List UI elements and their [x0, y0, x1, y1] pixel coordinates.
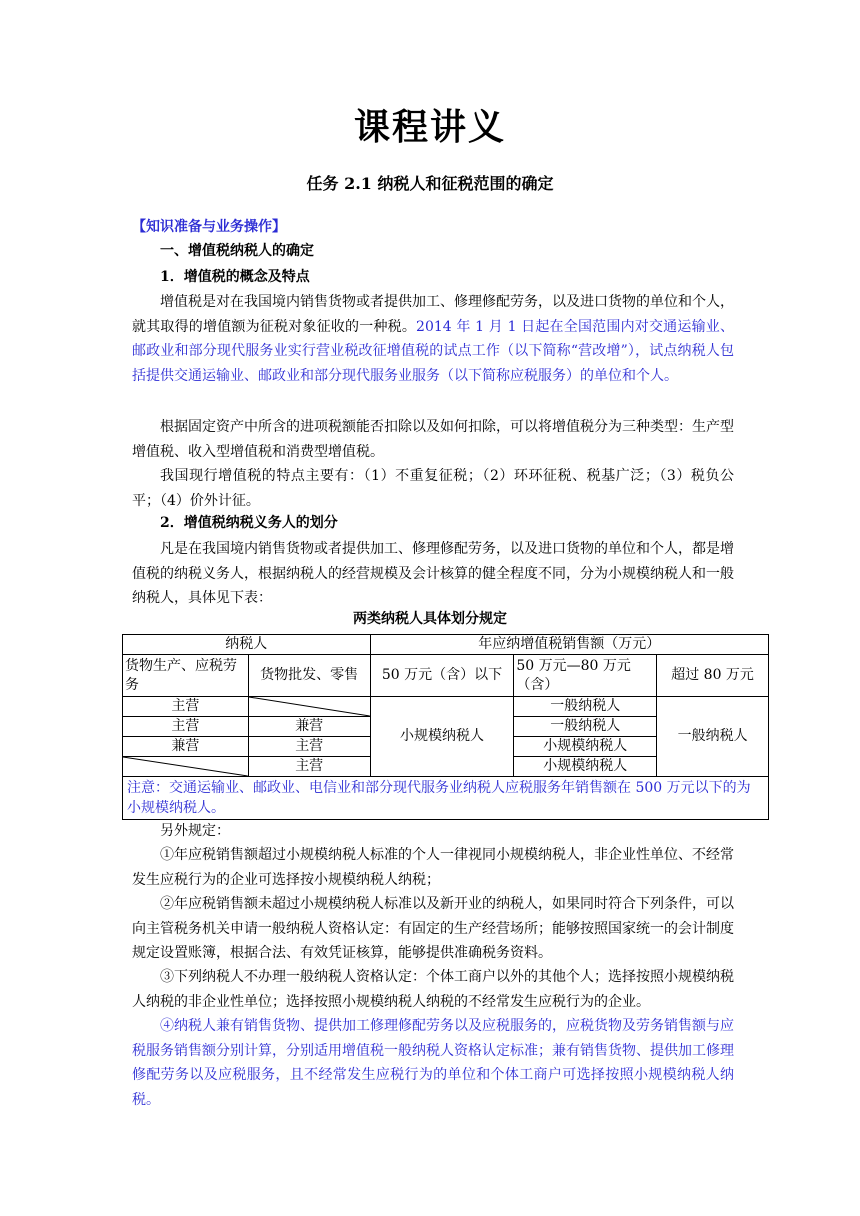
paragraph-vat-definition-text: 增值税是对在我国境内销售货物或者提供加工、修理修配劳务，以及进口货物的单位和个人，就其取得的增值额为征税对象征收的一种税。 — [132, 294, 734, 335]
paragraph-vat-types: 根据固定资产中所含的进项税额能否扣除以及如何扣除，可以将增值税分为三种类型：生产型增值税、收入型增值税和消费型增值税。 — [132, 419, 734, 460]
table-cell: 主营 — [248, 757, 370, 777]
table-cell-merged-general: 一般纳税人 — [657, 697, 769, 777]
table-header-50-80: 50 万元—80 万元（含） — [514, 655, 657, 697]
table-cell: 小规模纳税人 — [514, 757, 657, 777]
table-header-below-50: 50 万元（含）以下 — [370, 655, 514, 697]
paragraph-vat-reform-highlight: 2014 年 1 月 1 日起在全国范围内对交通运输业、邮政业和部分现代服务业实行营业税改征增值税的试点工作（以下简称“营改增”），试点纳税人包括提供交通运输业、邮政业和部分现代服务业服务（以下简称应税服务）的单位和个人。 — [132, 318, 734, 384]
diagonal-line-icon — [249, 697, 370, 716]
section-tag: 【知识准备与业务操作】 — [132, 219, 286, 235]
table-caption: 两类纳税人具体划分规定 — [353, 611, 507, 627]
table-cell: 主营 — [123, 717, 249, 737]
table-cell: 一般纳税人 — [514, 697, 657, 717]
table-cell-empty-diagonal — [248, 697, 370, 717]
paragraph-vat-features: 我国现行增值税的特点主要有：（1）不重复征税；（2）环环征税、税基广泛；（3）税负公平；（4）价外计征。 — [132, 468, 734, 509]
paragraph-rule-1: ①年应税销售额超过小规模纳税人标准的个人一律视同小规模纳税人，非企业性单位、不经常发生应税行为的企业可选择按小规模纳税人纳税； — [132, 847, 734, 888]
table-header-over-80: 超过 80 万元 — [657, 655, 769, 697]
table-cell: 一般纳税人 — [514, 717, 657, 737]
table-cell: 主营 — [248, 737, 370, 757]
heading-vat-concept: 1．增值税的概念及特点 — [160, 269, 310, 285]
table-cell: 兼营 — [248, 717, 370, 737]
paragraph-rule-4: ④纳税人兼有销售货物、提供加工修理修配劳务以及应税服务的，应税货物及劳务销售额与应税服务销售额分别计算，分别适用增值税一般纳税人资格认定标准；兼有销售货物、提供加工修理修配劳务以及应税服务，且不经常发生应税行为的单位和个体工商户可选择按照小规模纳税人纳税。 — [132, 1018, 734, 1108]
page-title: 课程讲义 — [353, 106, 506, 148]
paragraph-rule-2: ②年应税销售额未超过小规模纳税人标准以及新开业的纳税人，如果同时符合下列条件，可以向主管税务机关申请一般纳税人资格认定：有固定的生产经营场所；能够按照国家统一的会计制度规定设置账簿，根据合法、有效凭证核算，能够提供准确税务资料。 — [132, 896, 734, 961]
other-rules-label: 另外规定： — [160, 823, 230, 839]
taxpayer-classification-table — [122, 634, 769, 820]
paragraph-taxpayer-classification: 凡是在我国境内销售货物或者提供加工、修理修配劳务，以及进口货物的单位和个人，都是增值税的纳税义务人，根据纳税人的经营规模及会计核算的健全程度不同，分为小规模纳税人和一般纳税人，具体见下表： — [132, 541, 734, 606]
table-cell-empty-diagonal — [123, 757, 249, 777]
table-header-sales: 年应纳增值税销售额（万元） — [370, 635, 768, 655]
table-header-wholesale: 货物批发、零售 — [248, 655, 370, 697]
diagonal-line-icon — [123, 757, 248, 776]
table-cell-merged-small-scale: 小规模纳税人 — [370, 697, 514, 777]
task-subtitle: 任务 2.1 纳税人和征税范围的确定 — [306, 174, 554, 193]
paragraph-rule-3: ③下列纳税人不办理一般纳税人资格认定：个体工商户以外的其他个人；选择按照小规模纳税人纳税的非企业性单位；选择按照小规模纳税人纳税的不经常发生应税行为的企业。 — [132, 969, 734, 1010]
table-note: 注意：交通运输业、邮政业、电信业和部分现代服务业纳税人应税服务年销售额在 500 万元以下的为小规模纳税人。 — [123, 777, 769, 820]
table-cell: 小规模纳税人 — [514, 737, 657, 757]
heading-vat-taxpayer: 一、增值税纳税人的确定 — [160, 243, 314, 259]
heading-taxpayer-classification: 2．增值税纳税义务人的划分 — [160, 515, 338, 531]
table-header-taxpayer: 纳税人 — [123, 635, 371, 655]
table-cell: 兼营 — [123, 737, 249, 757]
table-header-production: 货物生产、应税劳务 — [123, 655, 249, 697]
paragraph-vat-definition — [132, 290, 734, 388]
table-cell: 主营 — [123, 697, 249, 717]
